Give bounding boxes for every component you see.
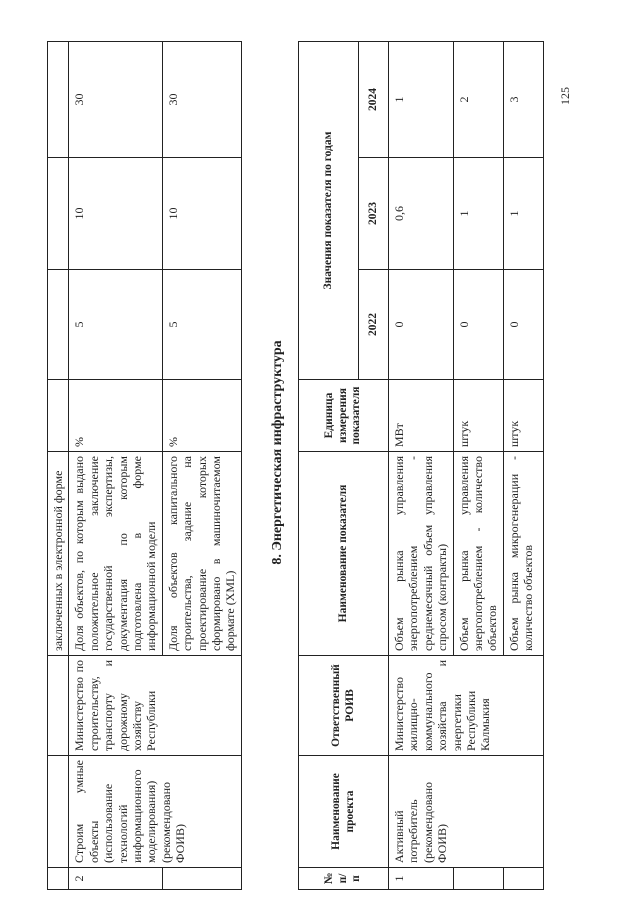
cell-num: 1	[389, 868, 454, 890]
table-row	[69, 42, 162, 890]
cell-unit: %	[69, 380, 162, 452]
cell-indicator: Объем рынка управления энергопотреблением - среднемесячный объем управления спросом (контракты)	[389, 452, 454, 656]
cell-2023: 0,6	[389, 158, 454, 270]
cell-unit: штук	[503, 380, 543, 452]
cell-2023: 1	[453, 158, 503, 270]
header-row	[299, 41, 359, 889]
header-roiv: Ответственный РОИВ	[299, 656, 389, 756]
cell-unit: штук	[453, 380, 503, 452]
cell-2022: 0	[503, 270, 543, 380]
cell-roiv: Министерство по строительству, транспорту и дорожному хозяйству Республики	[69, 656, 241, 756]
cell-project: Активный потребитель (рекомендовано ФОИВ)	[389, 756, 544, 868]
cell-2024: 30	[162, 42, 241, 158]
cell-unit	[48, 380, 69, 452]
header-values: Значения показателя по годам	[299, 41, 359, 379]
cell-indicator: Доля объектов капитального строительства, задание на проектирование которых сформировано в машиночитаемом формате (XML)	[162, 452, 241, 656]
cell-unit: %	[162, 380, 241, 452]
table-row	[48, 42, 69, 890]
energy-table-block	[298, 41, 544, 890]
cell-2022: 0	[389, 270, 454, 380]
cell-unit: МВт	[389, 380, 454, 452]
cell-project	[48, 756, 69, 868]
cell-num	[453, 868, 503, 890]
cell-indicator: заключенных в электронной форме	[48, 452, 69, 656]
cell-roiv: Министерство жилищно-коммунального хозяйства и энергетики Республики Калмыкия	[389, 656, 544, 756]
page-number: 125	[558, 87, 572, 105]
top-table-block	[47, 41, 242, 890]
cell-2024	[48, 42, 69, 158]
header-num: № п/п	[299, 868, 389, 890]
cell-2024: 30	[69, 42, 162, 158]
header-unit: Единица измерения показателя	[299, 380, 389, 452]
energy-table	[298, 41, 544, 890]
cell-2024: 3	[503, 41, 543, 157]
cell-2023: 10	[69, 158, 162, 270]
cell-num	[48, 868, 69, 890]
cell-indicator: Объем рынка микрогенерации - количество объектов	[503, 452, 543, 656]
cell-2022: 0	[453, 270, 503, 380]
header-year-2024: 2024	[359, 41, 389, 157]
cell-2022	[48, 270, 69, 380]
cell-2023: 10	[162, 158, 241, 270]
header-year-2022: 2022	[359, 270, 389, 380]
cell-2024: 1	[389, 41, 454, 157]
cell-2022: 5	[69, 270, 162, 380]
cell-num: 2	[69, 868, 162, 890]
table-row	[389, 41, 454, 889]
cell-indicator: Объем рынка управления энергопотреблением - количество объектов	[453, 452, 503, 656]
cell-2023: 1	[503, 158, 543, 270]
header-year-2023: 2023	[359, 158, 389, 270]
top-table	[47, 41, 242, 890]
cell-project: Строим умные объекты (использование технологий информационного моделирования) (рекомендовано ФОИВ)	[69, 756, 241, 868]
cell-num	[162, 868, 241, 890]
header-indicator: Наименование показателя	[299, 452, 389, 656]
cell-indicator: Доля объектов, по которым выдано положительное заключение государственной экспертизы, документация по которым подготовлена в форме информационной модели	[69, 452, 162, 656]
cell-num	[503, 868, 543, 890]
cell-2024: 2	[453, 41, 503, 157]
header-project: Наименование проекта	[299, 756, 389, 868]
section-title: 8. Энергетическая инфраструктура	[270, 340, 285, 565]
cell-2023	[48, 158, 69, 270]
cell-roiv	[48, 656, 69, 756]
cell-2022: 5	[162, 270, 241, 380]
